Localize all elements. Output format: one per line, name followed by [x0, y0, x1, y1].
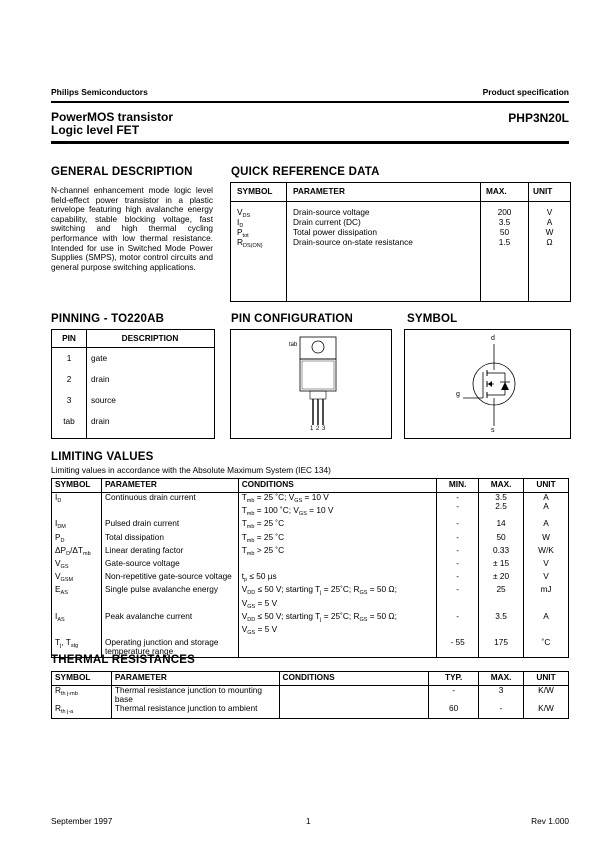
- th-max: 3: [479, 686, 524, 705]
- th-conditions: [279, 704, 429, 718]
- th-typ: -: [429, 686, 479, 705]
- lim-max: ± 20: [479, 572, 524, 585]
- table-row: [52, 533, 569, 546]
- drain-label: d: [491, 335, 495, 342]
- lim-conditions: $t_p \le 50$ µs: [238, 572, 436, 585]
- lim-min: - -: [437, 493, 479, 520]
- mosfet-symbol-drawing: [405, 330, 570, 438]
- tcol-max: MAX.: [479, 672, 524, 686]
- th-unit: K/W: [524, 704, 569, 718]
- lim-parameter: Linear derating factor: [101, 546, 238, 559]
- lim-parameter: Continuous drain current: [101, 493, 238, 520]
- source-label: s: [491, 427, 495, 434]
- symbol-box: [404, 329, 571, 439]
- tcol-unit: UNIT: [524, 672, 569, 686]
- lim-max: 25: [479, 585, 524, 611]
- lim-unit: V: [524, 559, 569, 572]
- pin-number: 2: [66, 374, 72, 384]
- quick-row-unit: V: [546, 207, 553, 217]
- quick-row-symbol: $R_{DS(ON)}$: [237, 237, 263, 249]
- pcol-pin: PIN: [62, 333, 76, 343]
- pinconfig-box: [230, 329, 392, 439]
- qcol-unit: UNIT: [533, 186, 553, 196]
- quick-row-parameter: Total power dissipation: [293, 227, 377, 237]
- quick-row-unit: A: [546, 217, 553, 227]
- pin-number: 1: [66, 353, 72, 363]
- gate-label: g: [456, 391, 460, 398]
- th-max: -: [479, 704, 524, 718]
- pin-description: drain: [91, 374, 110, 384]
- lim-max: 3.5: [479, 612, 524, 638]
- footer-rev: Rev 1.000: [531, 816, 569, 826]
- lim-symbol: $I_{AS}$: [52, 612, 102, 638]
- tcol-typ: TYP.: [429, 672, 479, 686]
- pin-numbers-label: 1 2 3: [310, 426, 326, 432]
- pin-description: drain: [91, 416, 110, 426]
- lim-unit: A A: [524, 493, 569, 520]
- lim-max: 175: [479, 638, 524, 657]
- lim-symbol: $\Delta P_D/\Delta T_{mb}$: [52, 546, 102, 559]
- pin-number: 3: [66, 395, 72, 405]
- title-line1: PowerMOS transistor: [51, 110, 174, 124]
- lim-min: -: [437, 546, 479, 559]
- lim-unit: V: [524, 572, 569, 585]
- pin-number: tab: [63, 416, 75, 426]
- lim-parameter: Non-repetitive gate-source voltage: [101, 572, 238, 585]
- limiting-heading: LIMITING VALUES: [51, 451, 154, 463]
- lim-min: -: [437, 572, 479, 585]
- lim-unit: W/K: [524, 546, 569, 559]
- quick-row-unit: Ω: [546, 237, 553, 247]
- lim-min: -: [437, 533, 479, 546]
- lim-symbol: $T_j$, $T_{stg}$: [52, 638, 102, 657]
- lim-conditions: [238, 638, 436, 657]
- lim-min: - 55: [437, 638, 479, 657]
- lim-unit: W: [524, 533, 569, 546]
- quick-row-parameter: Drain current (DC): [293, 217, 361, 227]
- pinning-table: [51, 329, 215, 439]
- header-rule: [51, 101, 569, 103]
- th-symbol: $R_{th j-mb}$: [52, 686, 112, 705]
- lim-max: ± 15: [479, 559, 524, 572]
- quick-row-max: 50: [499, 227, 510, 237]
- th-unit: K/W: [524, 686, 569, 705]
- table-row: [52, 585, 569, 611]
- thermal-heading: THERMAL RESISTANCES: [51, 654, 195, 666]
- th-conditions: [279, 686, 429, 705]
- pinconfig-heading: PIN CONFIGURATION: [231, 313, 354, 325]
- lim-min: -: [437, 585, 479, 611]
- pinning-heading: PINNING - TO220AB: [51, 313, 165, 325]
- to220-package-drawing: [231, 330, 391, 438]
- lim-parameter: Pulsed drain current: [101, 519, 238, 532]
- lim-symbol: $V_{GS}$: [52, 559, 102, 572]
- table-row: [52, 686, 569, 705]
- lcol-unit: UNIT: [524, 479, 569, 493]
- lim-unit: mJ: [524, 585, 569, 611]
- thermal-table: [51, 671, 569, 719]
- quick-row-symbol: $P_{tot}$: [237, 227, 249, 239]
- footer-page: 1: [306, 816, 311, 826]
- company-name: Philips Semiconductors: [51, 87, 148, 97]
- limiting-intro: Limiting values in accordance with the Absolute Maximum System (IEC 134): [51, 465, 331, 475]
- lcol-min: MIN.: [437, 479, 479, 493]
- page-title: [51, 111, 173, 137]
- th-symbol: $R_{th j-a}$: [52, 704, 112, 718]
- lcol-symbol: SYMBOL: [52, 479, 102, 493]
- quick-row-max: 1.5: [498, 237, 511, 247]
- quick-reference-table: [230, 182, 571, 302]
- tcol-conditions: CONDITIONS: [279, 672, 429, 686]
- general-text: N-channel enhancement mode logic level field-effect power transistor in a plastic envelope featuring high avalanche energy capability, stable blocking voltage, fast switching and high thermal cycling performance with low thermal resistance. Intended for use in Switched Mode Power Supplies (SMPS), motor control circuits and general purpose switching applications.: [51, 185, 213, 272]
- th-typ: 60: [429, 704, 479, 718]
- lim-unit: A: [524, 612, 569, 638]
- lim-min: -: [437, 559, 479, 572]
- lim-symbol: $I_D$: [52, 493, 102, 520]
- general-heading: GENERAL DESCRIPTION: [51, 166, 193, 178]
- title-rule: [51, 141, 569, 144]
- pin-description: gate: [91, 353, 108, 363]
- qcol-symbol: SYMBOL: [237, 186, 273, 196]
- quick-row-symbol: $I_D$: [237, 217, 244, 229]
- doc-type: Product specification: [482, 87, 569, 97]
- lim-conditions: $T_{mb} > 25$ ˚C: [238, 546, 436, 559]
- lcol-conditions: CONDITIONS: [238, 479, 436, 493]
- symbol-heading: SYMBOL: [407, 313, 458, 325]
- table-row: [52, 704, 569, 718]
- lim-max: 0.33: [479, 546, 524, 559]
- th-parameter: Thermal resistance junction to ambient: [111, 704, 279, 718]
- lim-parameter: Total dissipation: [101, 533, 238, 546]
- lim-conditions: $T_{mb} = 25$ ˚C; $V_{GS} = 10$ V $T_{mb} = 100$ ˚C; $V_{GS} = 10$ V: [238, 493, 436, 520]
- quick-row-parameter: Drain-source voltage: [293, 207, 370, 217]
- quick-row-symbol: $V_{DS}$: [237, 207, 251, 219]
- quick-row-max: 200: [497, 207, 512, 217]
- quick-row-parameter: Drain-source on-state resistance: [293, 237, 413, 247]
- lim-symbol: $V_{GSM}$: [52, 572, 102, 585]
- lim-max: 50: [479, 533, 524, 546]
- tcol-parameter: PARAMETER: [111, 672, 279, 686]
- lim-parameter: Peak avalanche current: [101, 612, 238, 638]
- lim-symbol: $E_{AS}$: [52, 585, 102, 611]
- lim-min: -: [437, 519, 479, 532]
- lim-conditions: $T_{mb} = 25$ ˚C: [238, 519, 436, 532]
- lim-max: 3.5 2.5: [479, 493, 524, 520]
- lim-unit: A: [524, 519, 569, 532]
- part-number: PHP3N20L: [508, 111, 569, 125]
- lim-symbol: $P_D$: [52, 533, 102, 546]
- lcol-parameter: PARAMETER: [101, 479, 238, 493]
- limiting-table: [51, 478, 569, 658]
- pcol-desc: DESCRIPTION: [121, 333, 179, 343]
- quick-row-unit: W: [545, 227, 554, 237]
- lim-max: 14: [479, 519, 524, 532]
- quick-heading: QUICK REFERENCE DATA: [231, 166, 380, 178]
- table-row: [52, 612, 569, 638]
- lim-conditions: $T_{mb} = 25$ ˚C: [238, 533, 436, 546]
- quick-row-max: 3.5: [498, 217, 511, 227]
- pin-description: source: [91, 395, 116, 405]
- lim-conditions: $V_{DD} \le 50$ V; starting $T_j$ = 25˚C; $R_{GS} = 50$ Ω; $V_{GS} = 5$ V: [238, 585, 436, 611]
- lcol-max: MAX.: [479, 479, 524, 493]
- lim-min: -: [437, 612, 479, 638]
- lim-conditions: $V_{DD} \le 50$ V; starting $T_j$ = 25˚C; $R_{GS} = 50$ Ω; $V_{GS} = 5$ V: [238, 612, 436, 638]
- table-row: [52, 493, 569, 520]
- tab-label: tab: [289, 342, 298, 348]
- qcol-parameter: PARAMETER: [293, 186, 345, 196]
- lim-unit: ˚C: [524, 638, 569, 657]
- footer-date: September 1997: [51, 816, 113, 826]
- lim-symbol: $I_{DM}$: [52, 519, 102, 532]
- table-row: [52, 519, 569, 532]
- qcol-max: MAX.: [486, 186, 507, 196]
- lim-parameter: Gate-source voltage: [101, 559, 238, 572]
- lim-parameter: Operating junction and storage temperature range: [101, 638, 238, 657]
- title-line2: Logic level FET: [51, 123, 140, 137]
- lim-parameter: Single pulse avalanche energy: [101, 585, 238, 611]
- tcol-symbol: SYMBOL: [52, 672, 112, 686]
- th-parameter: Thermal resistance junction to mounting base: [111, 686, 279, 705]
